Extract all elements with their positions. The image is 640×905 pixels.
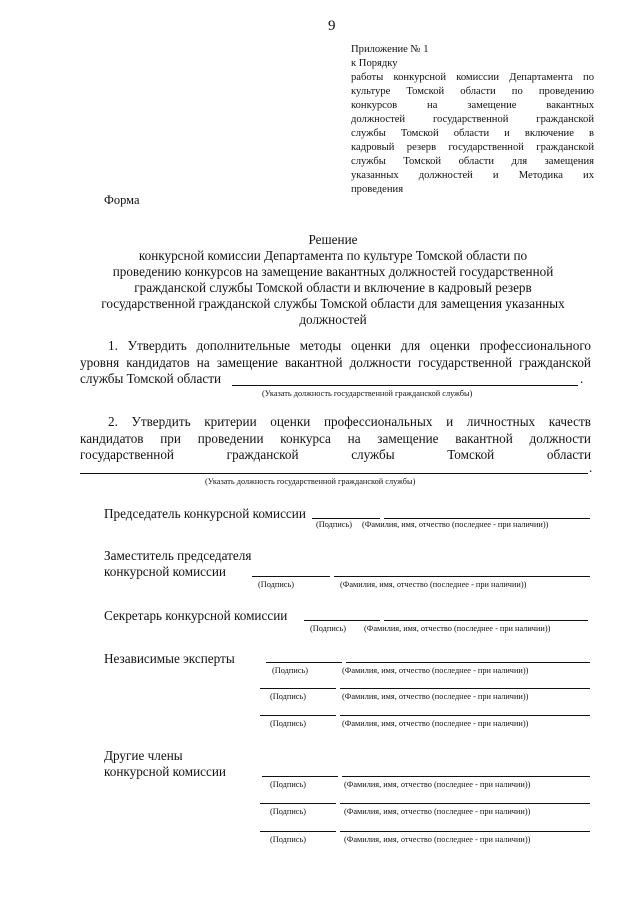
position-fill-line-1[interactable] xyxy=(232,385,578,386)
item-1-end: . xyxy=(580,371,584,386)
item-1 xyxy=(80,338,591,388)
signature-caption: (Подпись) xyxy=(272,666,308,675)
name-caption: (Фамилия, имя, отчество (последнее - при наличии)) xyxy=(340,580,527,589)
name-caption: (Фамилия, имя, отчество (последнее - при наличии)) xyxy=(364,624,551,633)
name-line[interactable] xyxy=(334,576,590,577)
signature-line[interactable] xyxy=(262,776,338,777)
appendix-line: работы конкурсной комиссии Департамента по xyxy=(351,72,594,83)
decision-line: должностей xyxy=(299,312,367,327)
signature-caption: (Подпись) xyxy=(316,520,352,529)
signature-line[interactable] xyxy=(260,715,336,716)
signature-line[interactable] xyxy=(266,662,342,663)
appendix-line: службы Томской области для замещения xyxy=(351,156,594,167)
name-line[interactable] xyxy=(384,518,590,519)
name-caption: (Фамилия, имя, отчество (последнее - при наличии)) xyxy=(344,807,531,816)
name-caption: (Фамилия, имя, отчество (последнее - при наличии)) xyxy=(342,692,529,701)
name-caption: (Фамилия, имя, отчество (последнее - при наличии)) xyxy=(344,835,531,844)
name-line[interactable] xyxy=(384,620,588,621)
signature-line[interactable] xyxy=(252,576,330,577)
signature-caption: (Подпись) xyxy=(310,624,346,633)
item-1-line: уровня кандидатов на замещение вакантной должности государственной гражданской xyxy=(80,354,591,370)
item-2-caption: (Указать должность государственной гражданской службы) xyxy=(205,477,416,486)
appendix-line: конкурсов на замещение вакантных xyxy=(351,100,594,111)
appendix-block xyxy=(351,43,594,197)
decision-title xyxy=(80,232,586,328)
appendix-line: проведения xyxy=(351,184,404,195)
signature-line[interactable] xyxy=(312,518,380,519)
name-line[interactable] xyxy=(340,803,590,804)
decision-line: проведению конкурсов на замещение вакантных должностей государственной xyxy=(112,264,554,279)
signature-caption: (Подпись) xyxy=(270,719,306,728)
others-label: конкурсной комиссии xyxy=(104,764,226,779)
decision-line: конкурсной комиссии Департамента по культуре Томской области по xyxy=(138,248,528,263)
name-line[interactable] xyxy=(340,831,590,832)
signature-line[interactable] xyxy=(304,620,380,621)
name-caption: (Фамилия, имя, отчество (последнее - при наличии)) xyxy=(342,719,529,728)
decision-line: государственной гражданской службы Томской области для замещения указанных xyxy=(101,296,565,311)
appendix-line: указанных должностей и Методика их xyxy=(351,170,594,181)
signature-caption: (Подпись) xyxy=(270,780,306,789)
signature-caption: (Подпись) xyxy=(270,692,306,701)
decision-line: гражданской службы Томской области и включение в кадровый резерв xyxy=(134,280,532,295)
item-2-line: государственной гражданской службы Томской области xyxy=(80,447,591,462)
signature-line[interactable] xyxy=(260,688,336,689)
signature-line[interactable] xyxy=(260,803,336,804)
deputy-label: Заместитель председателя xyxy=(104,548,252,563)
appendix-line: кадровый резерв государственной гражданской xyxy=(351,142,594,153)
appendix-line: службы Томской области и включение в xyxy=(351,128,594,139)
appendix-line: должностей государственной гражданской xyxy=(351,114,594,125)
item-2-end: . xyxy=(589,460,593,475)
signature-line[interactable] xyxy=(260,831,336,832)
name-line[interactable] xyxy=(346,662,590,663)
item-1-line: 1. Утвердить дополнительные методы оценки для оценки профессионального xyxy=(108,338,591,353)
position-fill-line-2[interactable] xyxy=(80,473,588,474)
name-caption: (Фамилия, имя, отчество (последнее - при наличии)) xyxy=(342,666,529,675)
item-1-caption: (Указать должность государственной гражданской службы) xyxy=(262,389,473,398)
name-line[interactable] xyxy=(342,776,590,777)
experts-label: Независимые эксперты xyxy=(104,651,235,666)
signature-caption: (Подпись) xyxy=(258,580,294,589)
page-number: 9 xyxy=(328,18,336,34)
chairman-label: Председатель конкурсной комиссии xyxy=(104,506,306,521)
item-2-line: 2. Утвердить критерии оценки профессиональных и личностных качеств xyxy=(108,414,591,429)
item-2 xyxy=(80,414,591,464)
appendix-line: культуре Томской области по проведению xyxy=(351,86,594,97)
decision-heading: Решение xyxy=(308,232,358,247)
secretary-label: Секретарь конкурсной комиссии xyxy=(104,608,288,623)
item-2-line: кандидатов при проведении конкурса на замещение вакантной должности xyxy=(80,430,591,446)
appendix-line: Приложение № 1 xyxy=(351,44,429,55)
name-line[interactable] xyxy=(340,688,590,689)
form-label: Форма xyxy=(104,193,140,207)
deputy-label: конкурсной комиссии xyxy=(104,564,226,579)
appendix-line: к Порядку xyxy=(351,58,398,69)
name-line[interactable] xyxy=(340,715,590,716)
signature-caption: (Подпись) xyxy=(270,835,306,844)
signature-caption: (Подпись) xyxy=(270,807,306,816)
others-label: Другие члены xyxy=(104,748,183,763)
name-caption: (Фамилия, имя, отчество (последнее - при наличии)) xyxy=(362,520,549,529)
name-caption: (Фамилия, имя, отчество (последнее - при наличии)) xyxy=(344,780,531,789)
item-1-line: службы Томской области xyxy=(80,371,222,386)
